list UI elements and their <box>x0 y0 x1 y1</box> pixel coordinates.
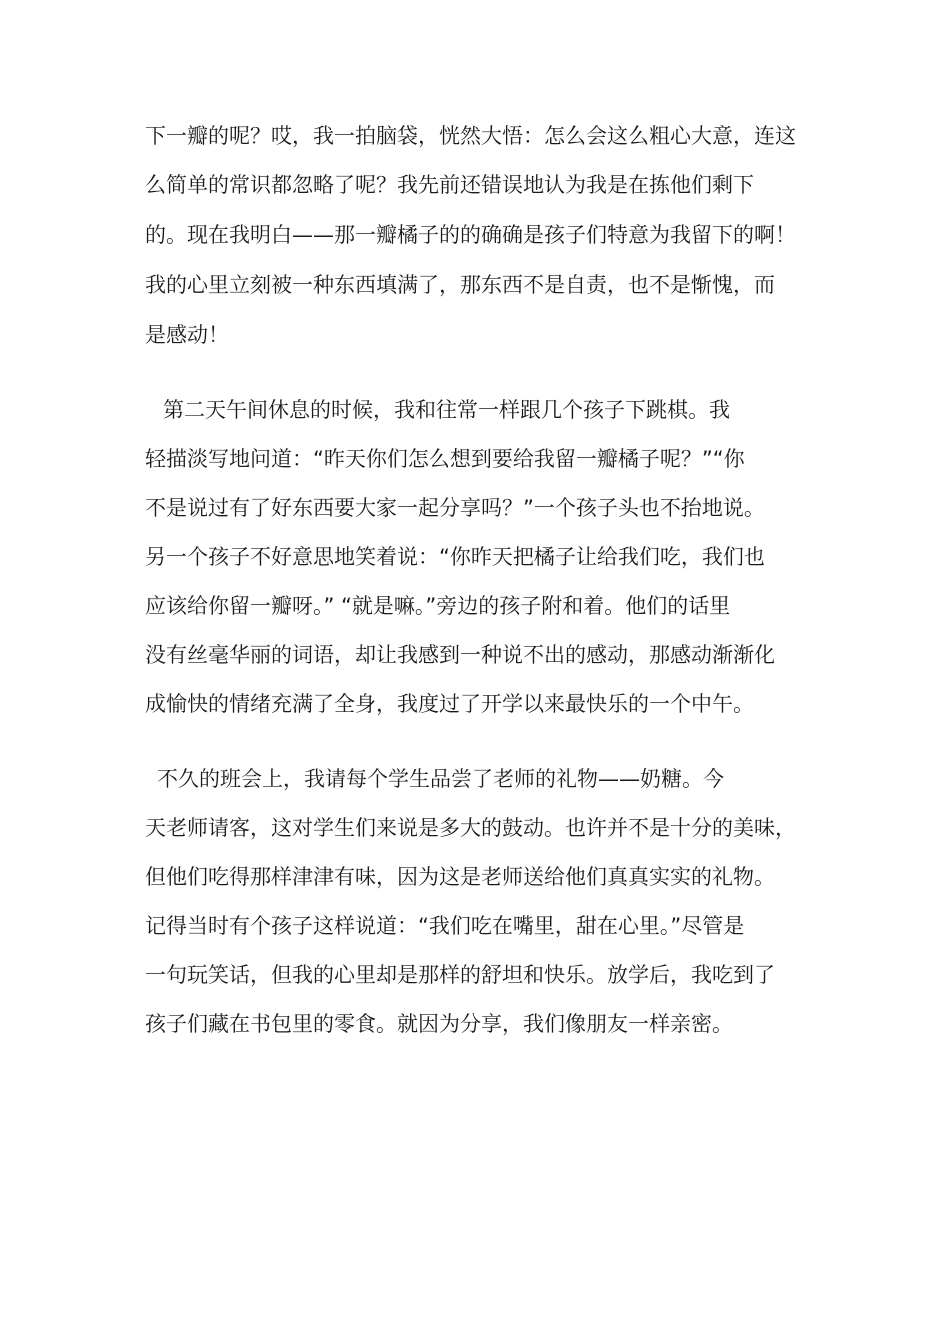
text-line: 天老师请客，这对学生们来说是多大的鼓动。也许并不是十分的美味， <box>145 816 796 840</box>
text-line: 么简单的常识都忽略了呢？我先前还错误地认为我是在拣他们剩下 <box>145 173 754 197</box>
text-line: 记得当时有个孩子这样说道：“我们吃在嘴里，甜在心里。”尽管是 <box>145 914 745 938</box>
text-line: 不是说过有了好东西要大家一起分享吗？”一个孩子头也不抬地说。 <box>145 496 765 520</box>
text-line: 不久的班会上，我请每个学生品尝了老师的礼物——奶糖。今 <box>157 767 724 791</box>
text-line: 孩子们藏在书包里的零食。就因为分享，我们像朋友一样亲密。 <box>145 1012 733 1036</box>
text-line: 没有丝毫华丽的词语，却让我感到一种说不出的感动，那感动渐渐化 <box>145 643 775 667</box>
text-line: 另一个孩子不好意思地笑着说：“你昨天把橘子让给我们吃，我们也 <box>145 545 765 569</box>
text-line: 的。现在我明白——那一瓣橘子的的确确是孩子们特意为我留下的啊！ <box>145 223 796 247</box>
text-line: 一句玩笑话，但我的心里却是那样的舒坦和快乐。放学后，我吃到了 <box>145 963 775 987</box>
text-line: 是感动！ <box>145 323 229 347</box>
text-line: 我的心里立刻被一种东西填满了，那东西不是自责，也不是惭愧，而 <box>145 273 775 297</box>
text-line: 应该给你留一瓣呀。” “就是嘛。”旁边的孩子附和着。他们的话里 <box>145 594 731 618</box>
text-line: 成愉快的情绪充满了全身，我度过了开学以来最快乐的一个中午。 <box>145 692 754 716</box>
text-line: 轻描淡写地问道：“昨天你们怎么想到要给我留一瓣橘子呢？”“你 <box>145 447 745 471</box>
text-line: 但他们吃得那样津津有味，因为这是老师送给他们真真实实的礼物。 <box>145 865 775 889</box>
text-line: 第二天午间休息的时候，我和往常一样跟几个孩子下跳棋。我 <box>163 398 730 422</box>
text-line: 下一瓣的呢？哎，我一拍脑袋，恍然大悟：怎么会这么粗心大意，连这 <box>145 124 796 148</box>
